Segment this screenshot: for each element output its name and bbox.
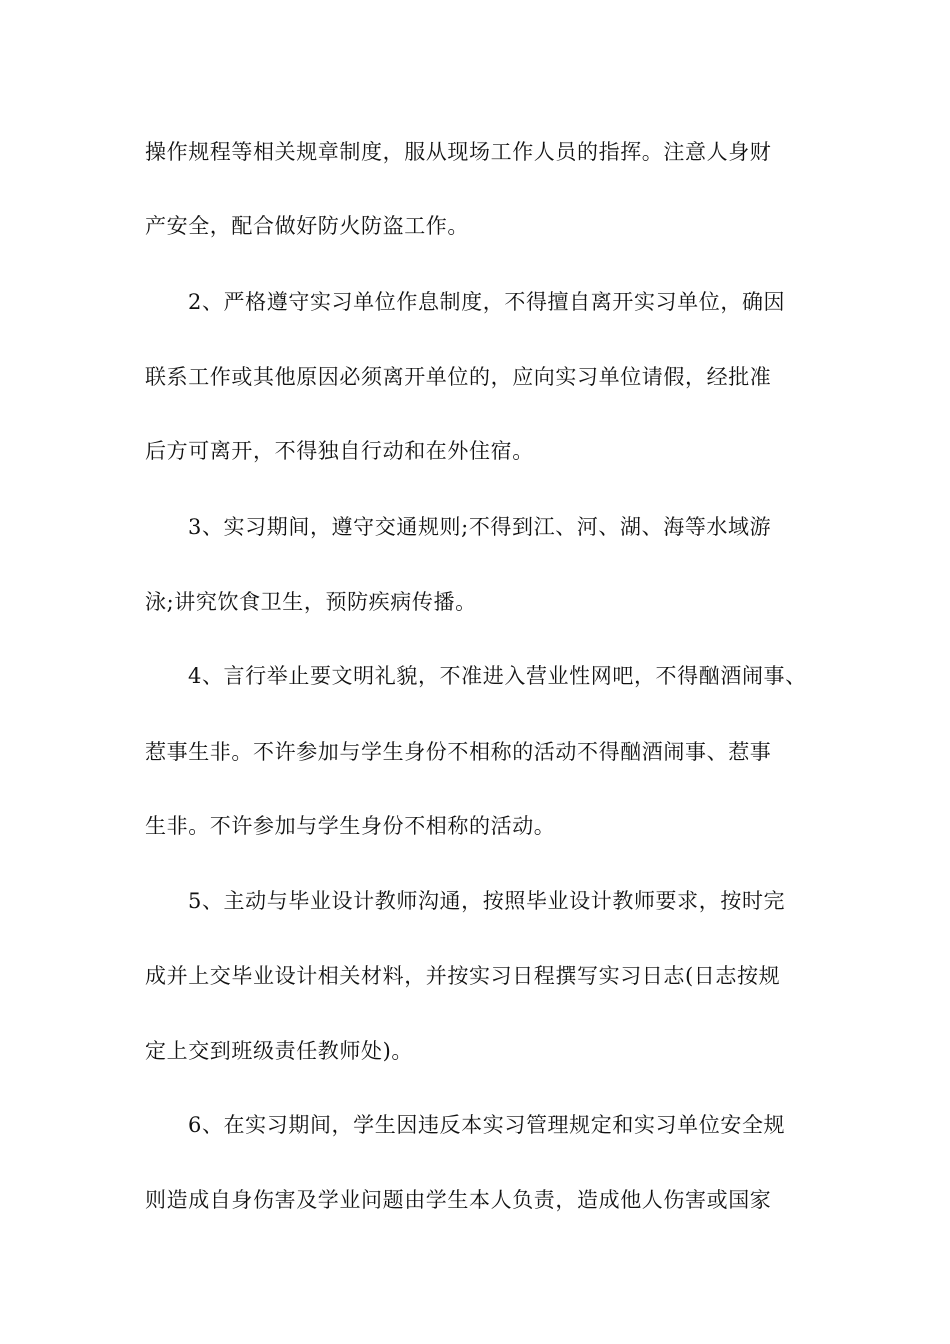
paragraph-start-line: 6、在实习期间，学生因违反本实习管理规定和实习单位安全规 — [188, 1113, 786, 1137]
text-line: 泳;讲究饮食卫生，预防疾病传播。 — [145, 590, 477, 614]
text-line: 联系工作或其他原因必须离开单位的，应向实习单位请假，经批准 — [145, 365, 772, 389]
text-line: 后方可离开，不得独自行动和在外住宿。 — [145, 439, 534, 463]
text-line: 成并上交毕业设计相关材料，并按实习日程撰写实习日志(日志按规 — [145, 964, 781, 988]
text-line: 惹事生非。不许参加与学生身份不相称的活动不得酗酒闹事、惹事 — [145, 740, 772, 764]
paragraph-start-line: 3、实习期间，遵守交通规则;不得到江、河、湖、海等水域游 — [188, 515, 772, 539]
text-line: 则造成自身伤害及学业问题由学生本人负责，造成他人伤害或国家 — [145, 1188, 772, 1212]
paragraph-start-line: 4、言行举止要文明礼貌，不准进入营业性网吧，不得酗酒闹事、 — [188, 664, 807, 688]
text-line: 定上交到班级责任教师处)。 — [145, 1039, 413, 1063]
text-line: 生非。不许参加与学生身份不相称的活动。 — [145, 814, 556, 838]
paragraph-start-line: 5、主动与毕业设计教师沟通，按照毕业设计教师要求，按时完 — [188, 889, 786, 913]
text-line: 操作规程等相关规章制度，服从现场工作人员的指挥。注意人身财 — [145, 140, 772, 164]
paragraph-start-line: 2、严格遵守实习单位作息制度，不得擅自离开实习单位，确因 — [188, 290, 786, 314]
text-line: 产安全，配合做好防火防盗工作。 — [145, 214, 469, 238]
